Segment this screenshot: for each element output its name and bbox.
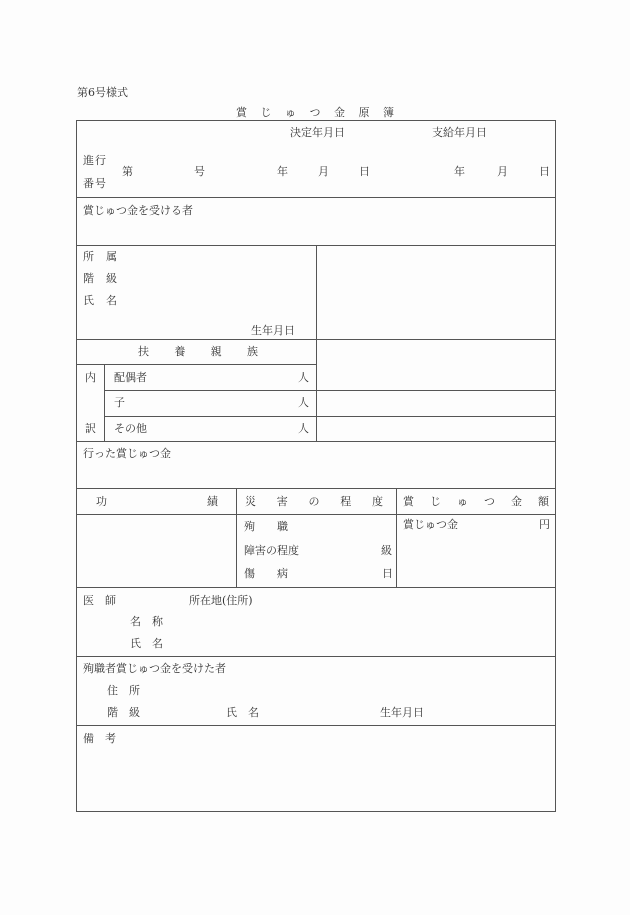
injury-label: 傷 病 <box>244 567 288 580</box>
divider <box>104 364 105 441</box>
decision-day: 日 <box>359 165 370 178</box>
label-char: つ <box>484 495 495 508</box>
label-char: の <box>308 495 320 508</box>
label-char: 賞 <box>403 495 414 508</box>
title-char: じ <box>260 106 272 119</box>
serial-label: 番号 <box>83 177 107 190</box>
line-of-duty-rank-label: 階 級 <box>107 706 140 719</box>
divider <box>76 514 556 515</box>
children-label: 子 <box>114 396 125 409</box>
award-reason-label: 行った賞じゅつ金 <box>83 447 171 460</box>
breakdown-label-bottom: 訳 <box>85 422 96 435</box>
disability-grade-label: 障害の程度 <box>244 544 299 557</box>
line-of-duty-birthdate-label: 生年月日 <box>380 706 424 719</box>
label-char: じ <box>430 495 441 508</box>
serial-dai: 第 <box>122 165 133 178</box>
others-unit: 人 <box>298 422 309 435</box>
divider <box>104 416 556 417</box>
remarks-label: 備 考 <box>83 732 116 745</box>
label-char: 程 <box>340 495 352 508</box>
divider <box>76 197 556 198</box>
label-char: 級 <box>106 272 117 285</box>
label-char: ゅ <box>457 495 468 508</box>
title-char: 賞 <box>236 106 247 119</box>
recipient-label: 賞じゅつ金を受ける者 <box>83 204 193 217</box>
title-char: 原 <box>358 106 370 119</box>
line-of-duty-recipient-label: 殉職者賞じゅつ金を受けた者 <box>83 662 226 675</box>
award-amount-unit: 円 <box>539 518 550 531</box>
divider <box>76 725 556 726</box>
title-char: ゅ <box>285 106 296 119</box>
label-char: 所 <box>83 250 94 263</box>
label-char: 族 <box>246 345 258 358</box>
spouse-unit: 人 <box>298 371 309 384</box>
payment-day: 日 <box>539 165 550 178</box>
line-of-duty-death-label: 殉 職 <box>244 520 288 533</box>
doctor-location-label: 所在地(住所) <box>189 594 253 607</box>
divider <box>236 488 237 587</box>
divider <box>76 488 556 489</box>
label-char: 親 <box>210 345 222 358</box>
divider <box>76 587 556 588</box>
spouse-label: 配偶者 <box>114 371 147 384</box>
others-label: その他 <box>114 422 147 435</box>
award-amount-label: 賞じゅつ金 <box>403 518 458 531</box>
disability-grade-unit: 級 <box>381 544 392 557</box>
page-title <box>236 104 394 120</box>
label-char: 度 <box>372 495 383 508</box>
birthdate-label: 生年月日 <box>251 324 295 337</box>
label-char: 功 <box>96 495 107 508</box>
damage-heading <box>245 496 383 507</box>
label-char: 階 <box>83 272 94 285</box>
doctor-name-label: 氏 名 <box>130 637 163 650</box>
label-char: 金 <box>511 495 522 508</box>
label-char: 績 <box>207 495 218 508</box>
label-char: 扶 <box>138 345 149 358</box>
rank-label <box>83 273 117 284</box>
title-char: 金 <box>334 106 345 119</box>
children-unit: 人 <box>298 396 309 409</box>
divider <box>104 390 556 391</box>
payment-month: 月 <box>497 165 508 178</box>
label-char: 額 <box>538 495 549 508</box>
injury-unit: 日 <box>382 567 393 580</box>
divider <box>76 656 556 657</box>
payment-date-label: 支給年月日 <box>432 126 487 139</box>
label-char: 養 <box>174 345 186 358</box>
title-char: 簿 <box>383 106 394 119</box>
achievement-heading <box>96 496 218 507</box>
title-char: つ <box>309 106 321 119</box>
decision-month: 月 <box>318 165 329 178</box>
label-char: 名 <box>106 294 117 307</box>
divider <box>316 245 317 441</box>
serial-label: 進行 <box>83 154 107 167</box>
breakdown-label-top: 内 <box>85 371 96 384</box>
label-char: 害 <box>276 495 288 508</box>
serial-go: 号 <box>194 165 205 178</box>
form-frame <box>76 120 556 812</box>
label-char: 氏 <box>83 294 94 307</box>
amount-heading <box>403 496 549 507</box>
payment-year: 年 <box>454 165 465 178</box>
form-number: 第6号様式 <box>77 86 128 99</box>
dependents-heading <box>138 346 258 357</box>
line-of-duty-address-label: 住 所 <box>107 684 140 697</box>
doctor-label: 医 師 <box>83 594 116 607</box>
divider <box>76 441 556 442</box>
decision-year: 年 <box>277 165 288 178</box>
divider <box>396 488 397 587</box>
doctor-facility-label: 名 称 <box>130 615 163 628</box>
label-char: 属 <box>106 250 117 263</box>
affiliation-label <box>83 251 117 262</box>
line-of-duty-name-label: 氏 名 <box>226 706 259 719</box>
label-char: 災 <box>245 495 256 508</box>
divider <box>76 364 316 365</box>
decision-date-label: 決定年月日 <box>290 126 345 139</box>
name-label <box>83 295 117 306</box>
